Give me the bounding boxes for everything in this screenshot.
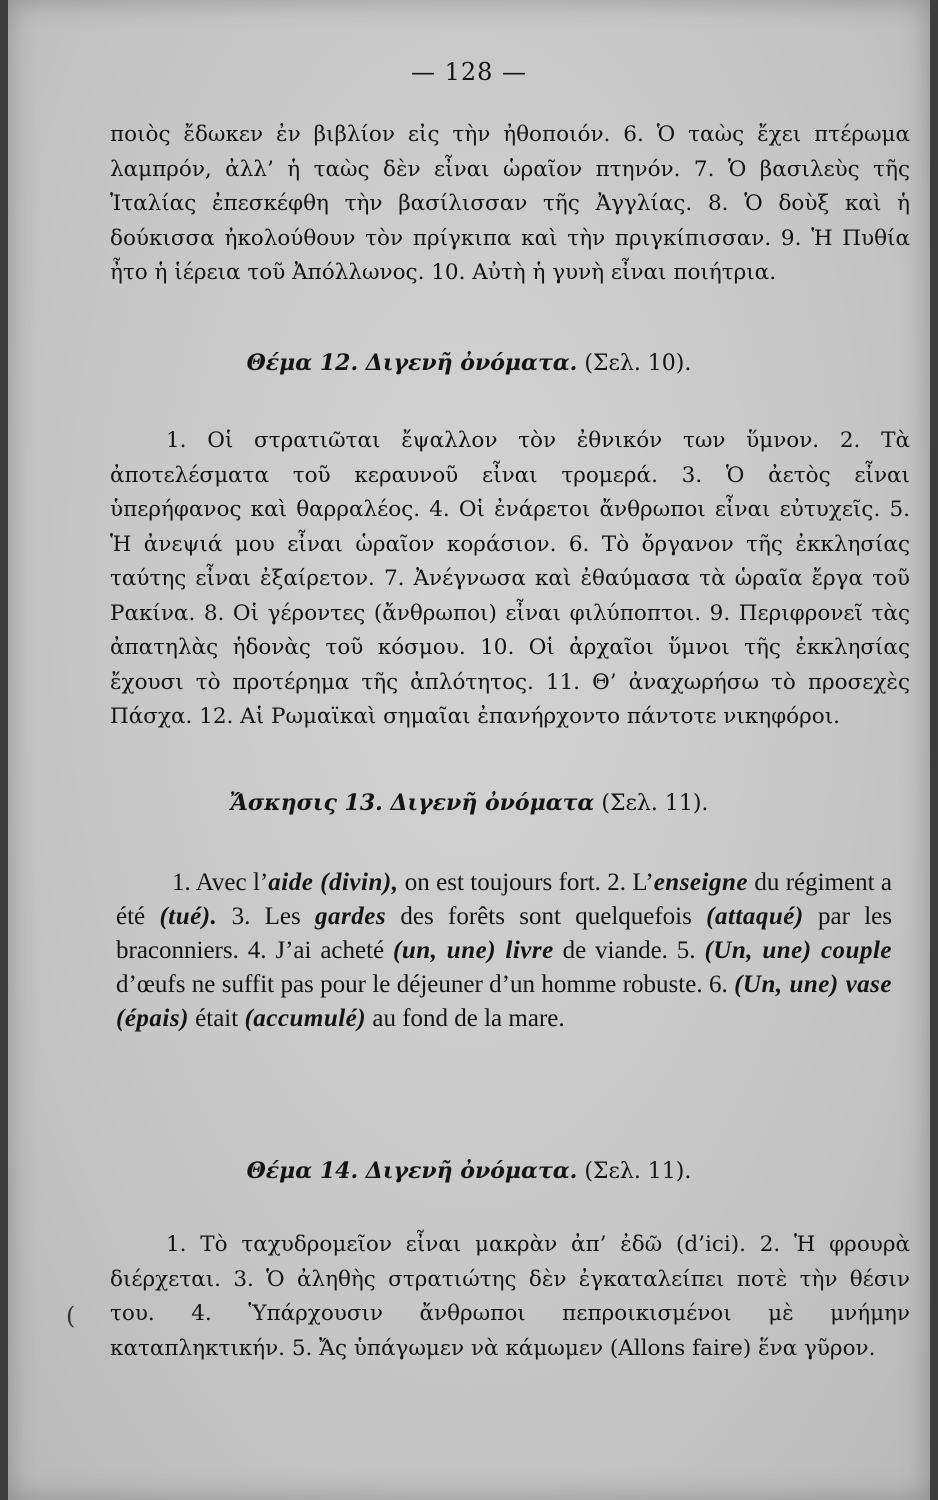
section-13-ref: (Σελ. 11).	[601, 791, 709, 816]
text-run: 1. Avec l’	[172, 869, 269, 896]
section-13-heading	[8, 790, 930, 816]
page-number: — 128 —	[410, 58, 528, 86]
text-run: d’œufs ne suffit pas pour le déjeuner d’un homme robuste. 6.	[116, 971, 735, 998]
section-13-text	[116, 866, 892, 1036]
section-12-heading	[8, 350, 930, 376]
italic-run: (Un, une) vase (épais)	[116, 971, 892, 1032]
book-page	[8, 0, 930, 1500]
italic-run: (Un, une) couple	[704, 937, 892, 964]
italic-run: enseigne	[653, 869, 748, 896]
top-paragraph-text: ποιὸς ἔδωκεν ἐν βιβλίον εἰς τὴν ἠθοποιόν. 6. Ὁ ταὼς ἔχει πτέρωμα λαμπρόν, ἀλλ’ ἡ ταὼς δὲν εἶναι ὡραῖον πτηνόν. 7. Ὁ βασιλεὺς τῆς Ἰταλίας ἐπεσκέφθη τὴν βασίλισσαν τῆς Ἀγγλίας. 8. Ὁ δοὺξ καὶ ἡ δούκισσα ἠκολούθουν τὸν πρίγκιπα καὶ τὴν πριγκίπισσαν. 9. Ἡ Πυθία ἦτο ἡ ἱέρεια τοῦ Ἀπόλλωνος. 10. Αὐτὴ ἡ γυνὴ εἶναι ποιήτρια.	[110, 122, 910, 285]
italic-run: (attaqué)	[706, 903, 804, 930]
section-12-body: 1. Οἱ στρατιῶται ἔψαλλον τὸν ἐθνικόν των ὕμνον. 2. Τὰ ἀποτελέσματα τοῦ κεραυνοῦ εἶναι τρομερά. 3. Ὁ ἀετὸς εἶναι ὑπερήφανος καὶ θαρραλέος. 4. Οἱ ἐνάρετοι ἄνθρωποι εἶναι εὐτυχεῖς. 5. Ἡ ἀνεψιά μου εἶναι ὡραῖον κοράσιον. 6. Τὸ ὄργανον τῆς ἐκκλησίας ταύτης εἶναι ἐξαίρετον. 7. Ἀνέγνωσα καὶ ἐθαύμασα τὰ ὡραῖα ἔργα τοῦ Ρακίνα. 8. Οἱ γέροντες (ἄνθρωποι) εἶναι φιλύποπτοι. 9. Περιφρονεῖ τὰς ἀπατηλὰς ἡδονὰς τοῦ κόσμου. 10. Οἱ ἀρχαῖοι ὕμνοι τῆς ἐκκλησίας ἔχουσι τὸ προτέρημα τῆς ἁπλότητος. 11. Θ’ ἀναχωρήσω τὸ προσεχὲς Πάσχα. 12. Αἱ Ρωμαϊκαὶ σημαῖαι ἐπανήρχοντο πάντοτε νικηφόροι.	[110, 428, 910, 729]
margin-mark: (	[66, 1302, 76, 1330]
section-14-text	[110, 1228, 910, 1366]
text-run: du régiment a été	[116, 869, 892, 930]
section-13-title: Ἄσκησις 13. Διγενῆ ὀνόματα	[229, 790, 595, 816]
section-14-body: 1. Τὸ ταχυδρομεῖον εἶναι μακρὰν ἀπ’ ἐδῶ (d’ici). 2. Ἡ φρουρὰ διέρχεται. 3. Ὁ ἀληθὴς στρατιώτης δὲν ἐγκαταλείπει ποτὲ τὴν θέσιν του. 4. Ὑπάρχουσιν ἄνθρωποι πεπροικισμένοι μὲ μνήμην καταπληκτικήν. 5. Ἄς ὑπάγωμεν νὰ κάμωμεν (Allons faire) ἕνα γῦρον.	[110, 1232, 910, 1361]
text-run: au fond de la mare.	[366, 1005, 565, 1032]
text-run: on est toujours fort. 2. L’	[398, 869, 654, 896]
text-run: était	[188, 1005, 245, 1032]
text-run: de viande. 5.	[553, 937, 705, 964]
section-14-heading	[8, 1158, 930, 1184]
section-14-ref: (Σελ. 11).	[584, 1159, 692, 1184]
section-12-ref: (Σελ. 10).	[584, 351, 692, 376]
top-paragraph	[110, 118, 910, 291]
text-run: 3. Les	[217, 903, 316, 930]
section-12-text	[110, 424, 910, 735]
italic-run: aide (divin),	[268, 869, 399, 896]
italic-run: (un, une) livre	[393, 937, 554, 964]
section-13-body	[116, 869, 892, 1032]
italic-run: (accumulé)	[244, 1005, 367, 1032]
text-run: des forêts sont quelquefois	[386, 903, 707, 930]
section-14-title: Θέμα 14. Διγενῆ ὀνόματα.	[246, 1158, 578, 1184]
text-run: par les braconniers. 4. J’ai acheté	[116, 903, 892, 964]
section-12-title: Θέμα 12. Διγενῆ ὀνόματα.	[246, 350, 578, 376]
italic-run: gardes	[315, 903, 387, 930]
italic-run: (tué).	[159, 903, 218, 930]
